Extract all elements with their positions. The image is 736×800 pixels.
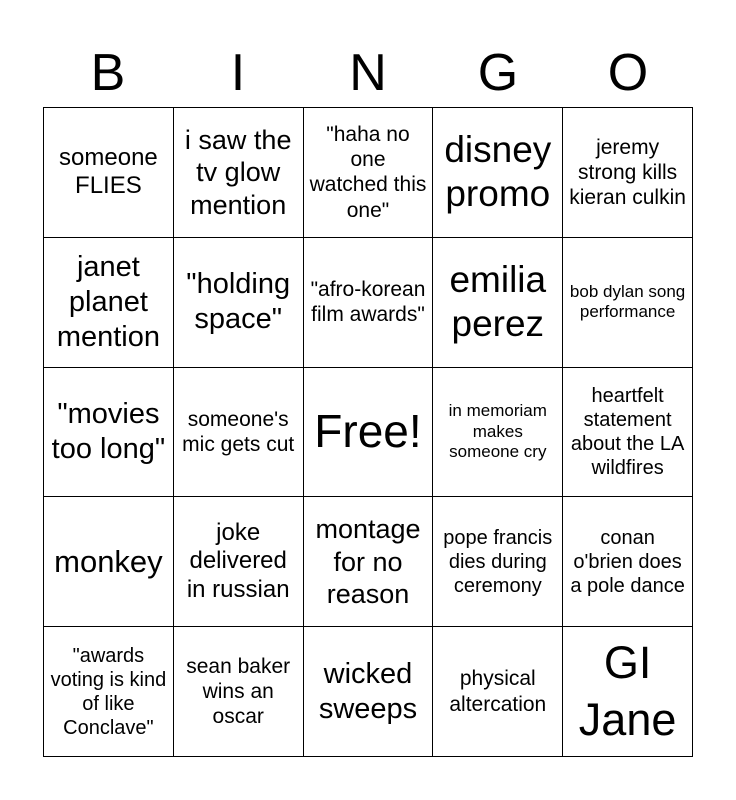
bingo-cell[interactable]: in memoriam makes someone cry	[433, 368, 563, 498]
bingo-cell[interactable]: janet planet mention	[44, 238, 174, 368]
bingo-cell[interactable]: montage for no reason	[304, 497, 434, 627]
bingo-cell[interactable]: someone's mic gets cut	[174, 368, 304, 498]
bingo-cell[interactable]: "awards voting is kind of like Conclave"	[44, 627, 174, 757]
header-letter-o: O	[607, 44, 649, 102]
bingo-cell[interactable]: "haha no one watched this one"	[304, 108, 434, 238]
bingo-cell[interactable]: pope francis dies during ceremony	[433, 497, 563, 627]
bingo-cell[interactable]: jeremy strong kills kieran culkin	[563, 108, 693, 238]
bingo-cell[interactable]: "holding space"	[174, 238, 304, 368]
bingo-cell[interactable]: wicked sweeps	[304, 627, 434, 757]
bingo-grid	[43, 107, 693, 757]
bingo-cell[interactable]: "afro-korean film awards"	[304, 238, 434, 368]
bingo-cell[interactable]: someone FLIES	[44, 108, 174, 238]
header-letter-g: G	[477, 44, 519, 102]
bingo-cell[interactable]: conan o'brien does a pole dance	[563, 497, 693, 627]
bingo-cell[interactable]: disney promo	[433, 108, 563, 238]
bingo-cell[interactable]: monkey	[44, 497, 174, 627]
bingo-cell[interactable]: i saw the tv glow mention	[174, 108, 304, 238]
bingo-cell[interactable]: heartfelt statement about the LA wildfires	[563, 368, 693, 498]
bingo-header	[43, 38, 693, 108]
bingo-cell[interactable]: bob dylan song performance	[563, 238, 693, 368]
bingo-cell[interactable]: joke delivered in russian	[174, 497, 304, 627]
bingo-cell[interactable]: "movies too long"	[44, 368, 174, 498]
bingo-cell[interactable]: GI Jane	[563, 627, 693, 757]
bingo-cell[interactable]: emilia perez	[433, 238, 563, 368]
header-letter-n: N	[349, 44, 387, 102]
header-letter-b: B	[90, 44, 126, 102]
bingo-cell[interactable]: sean baker wins an oscar	[174, 627, 304, 757]
header-letter-i: I	[230, 44, 246, 102]
free-space-cell[interactable]: Free!	[304, 368, 434, 498]
bingo-cell[interactable]: physical altercation	[433, 627, 563, 757]
